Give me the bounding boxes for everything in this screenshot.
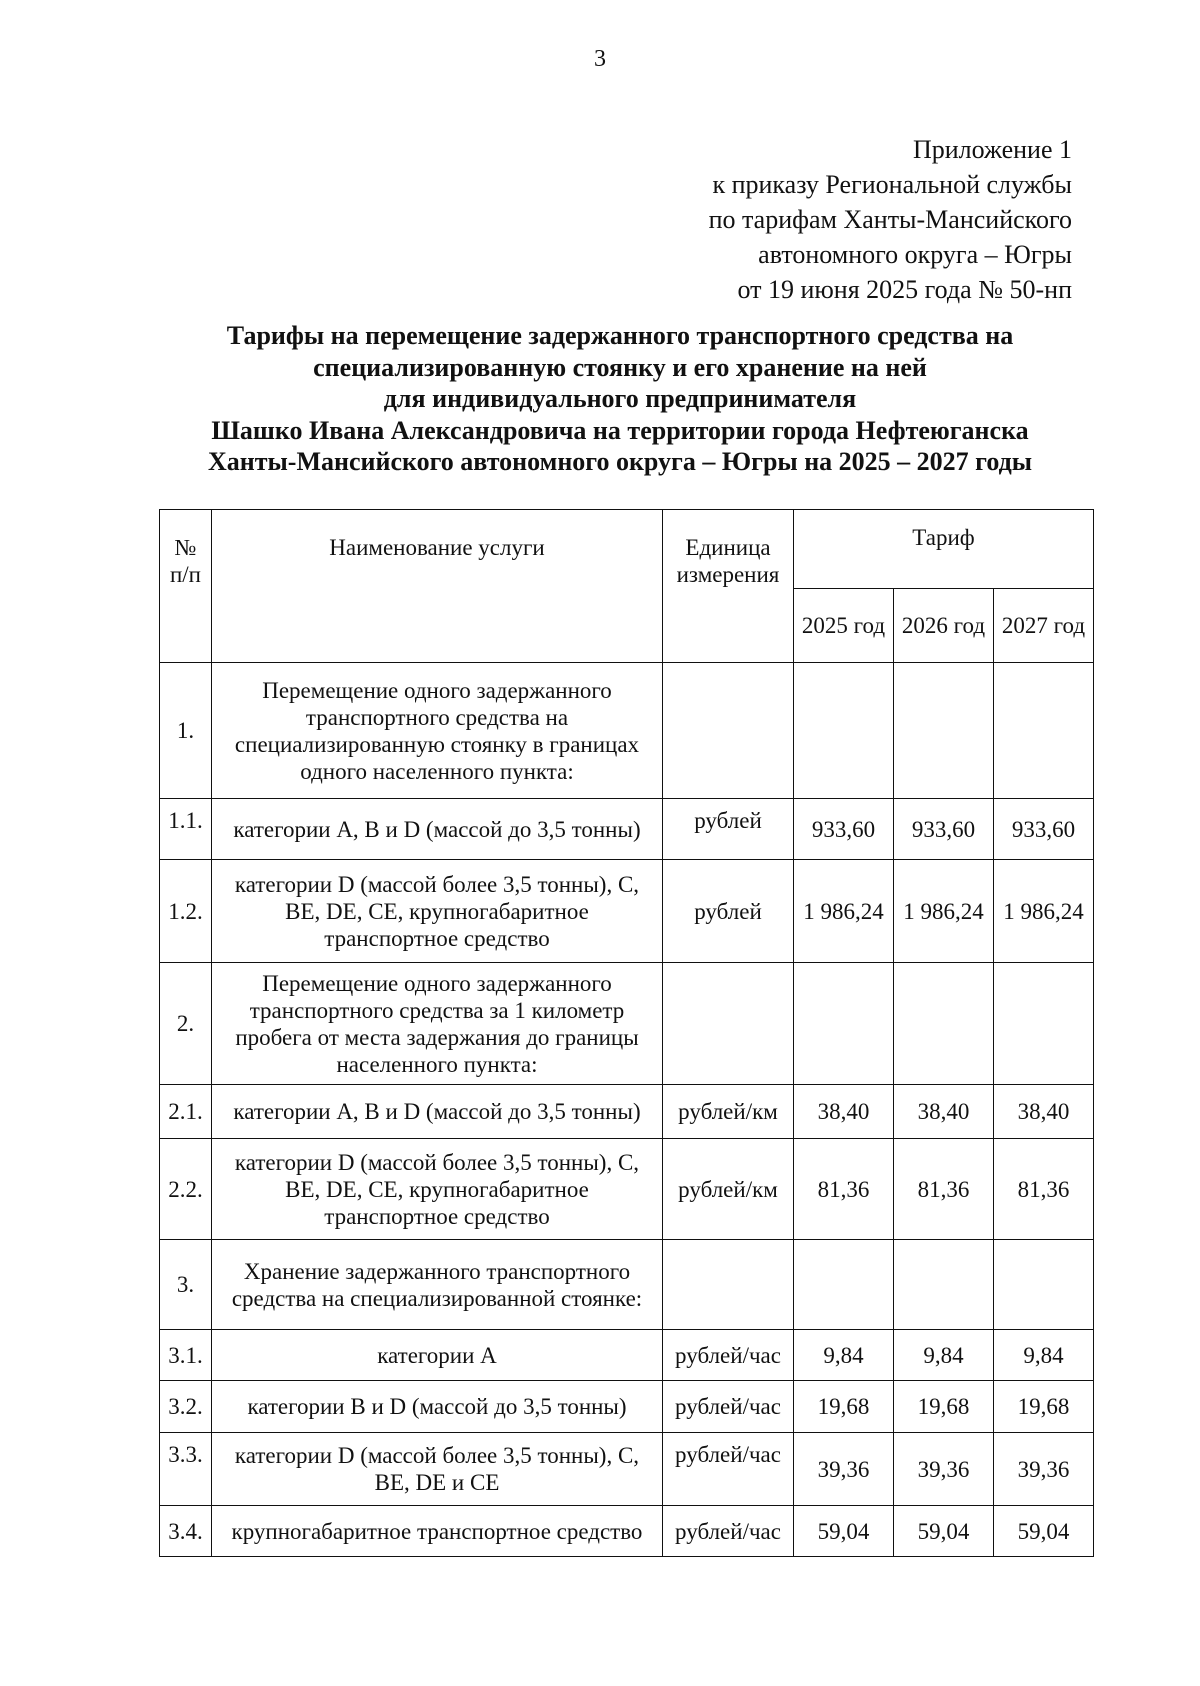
row-unit: рублей/час <box>663 1330 794 1381</box>
header-num: № п/п <box>160 510 212 663</box>
row-name: категории B и D (массой до 3,5 тонны) <box>212 1381 663 1433</box>
row-value: 933,60 <box>994 799 1094 860</box>
title-line: Ханты-Мансийского автономного округа – Югры на 2025 – 2027 годы <box>207 447 1033 476</box>
row-name: Перемещение одного задержанного транспортного средства за 1 километр пробега от места задержания до границы населенного пункта: <box>212 963 663 1085</box>
appendix-line: по тарифам Ханты-Мансийского <box>708 205 1072 234</box>
header-year: 2026 год <box>894 589 994 663</box>
row-num: 1.1. <box>160 799 212 860</box>
row-value: 9,84 <box>794 1330 894 1381</box>
document-title <box>140 320 1100 478</box>
header-unit: Единица измерения <box>663 510 794 663</box>
table-header-row <box>160 510 1094 589</box>
appendix-block <box>709 132 1072 307</box>
row-unit <box>663 1240 794 1330</box>
table-row <box>160 1381 1094 1433</box>
row-value: 9,84 <box>994 1330 1094 1381</box>
row-value <box>794 1240 894 1330</box>
row-value: 59,04 <box>994 1506 1094 1557</box>
row-unit <box>663 963 794 1085</box>
row-name: категории D (массой более 3,5 тонны), C, BE, DE и CE <box>212 1433 663 1506</box>
row-value: 38,40 <box>894 1085 994 1139</box>
row-unit: рублей <box>663 860 794 963</box>
row-unit: рублей/км <box>663 1085 794 1139</box>
row-value: 81,36 <box>794 1139 894 1240</box>
appendix-line: к приказу Региональной службы <box>712 170 1072 199</box>
row-name: категории A <box>212 1330 663 1381</box>
appendix-line: Приложение 1 <box>912 135 1072 164</box>
title-line: Тарифы на перемещение задержанного транспортного средства на <box>226 321 1014 350</box>
row-value: 81,36 <box>894 1139 994 1240</box>
appendix-line: от 19 июня 2025 года № 50-нп <box>737 275 1072 304</box>
title-line: для индивидуального предпринимателя <box>383 384 857 413</box>
row-unit: рублей/час <box>663 1381 794 1433</box>
row-value: 59,04 <box>894 1506 994 1557</box>
row-name: Перемещение одного задержанного транспортного средства на специализированную стоянку в границах одного населенного пункта: <box>212 663 663 799</box>
table-row <box>160 1139 1094 1240</box>
table-row <box>160 1433 1094 1506</box>
row-num: 3.3. <box>160 1433 212 1506</box>
row-value: 9,84 <box>894 1330 994 1381</box>
row-num: 3.4. <box>160 1506 212 1557</box>
row-value: 39,36 <box>894 1433 994 1506</box>
row-value: 38,40 <box>794 1085 894 1139</box>
row-value: 19,68 <box>794 1381 894 1433</box>
row-name: Хранение задержанного транспортного средства на специализированной стоянке: <box>212 1240 663 1330</box>
table-row <box>160 799 1094 860</box>
row-value <box>794 963 894 1085</box>
table-row <box>160 1330 1094 1381</box>
row-value: 1 986,24 <box>994 860 1094 963</box>
title-line: Шашко Ивана Александровича на территории города Нефтеюганска <box>211 415 1029 445</box>
row-value <box>994 963 1094 1085</box>
table-row <box>160 663 1094 799</box>
row-name: категории A, B и D (массой до 3,5 тонны) <box>212 1085 663 1139</box>
row-value <box>894 963 994 1085</box>
row-name: категории D (массой более 3,5 тонны), C, BE, DE, CE, крупногабаритное транспортное средство <box>212 1139 663 1240</box>
row-unit: рублей <box>663 799 794 860</box>
row-value <box>794 663 894 799</box>
row-name: крупногабаритное транспортное средство <box>212 1506 663 1557</box>
table-row <box>160 963 1094 1085</box>
table-row <box>160 1506 1094 1557</box>
row-value <box>894 1240 994 1330</box>
row-value: 1 986,24 <box>794 860 894 963</box>
row-name: категории A, B и D (массой до 3,5 тонны) <box>212 799 663 860</box>
row-num: 2.2. <box>160 1139 212 1240</box>
row-num: 3.2. <box>160 1381 212 1433</box>
row-value: 81,36 <box>994 1139 1094 1240</box>
row-value: 933,60 <box>794 799 894 860</box>
header-name: Наименование услуги <box>212 510 663 663</box>
row-value: 19,68 <box>994 1381 1094 1433</box>
page-number: 3 <box>594 46 606 72</box>
row-num: 1.2. <box>160 860 212 963</box>
row-value: 19,68 <box>894 1381 994 1433</box>
row-value <box>994 663 1094 799</box>
header-year: 2027 год <box>994 589 1094 663</box>
row-value <box>994 1240 1094 1330</box>
row-num: 3. <box>160 1240 212 1330</box>
table-row <box>160 1085 1094 1139</box>
row-num: 3.1. <box>160 1330 212 1381</box>
row-value: 38,40 <box>994 1085 1094 1139</box>
row-num: 1. <box>160 663 212 799</box>
row-value <box>894 663 994 799</box>
row-unit: рублей/час <box>663 1433 794 1506</box>
row-unit: рублей/час <box>663 1506 794 1557</box>
tariffs-table <box>159 509 1094 1557</box>
appendix-line: автономного округа – Югры <box>758 240 1072 269</box>
header-tariff: Тариф <box>794 510 1094 589</box>
row-value: 59,04 <box>794 1506 894 1557</box>
row-value: 39,36 <box>794 1433 894 1506</box>
row-value: 933,60 <box>894 799 994 860</box>
row-name: категории D (массой более 3,5 тонны), C, BE, DE, CE, крупногабаритное транспортное средство <box>212 860 663 963</box>
title-line: специализированную стоянку и его хранение на ней <box>313 352 927 382</box>
row-unit <box>663 663 794 799</box>
row-num: 2.1. <box>160 1085 212 1139</box>
row-value: 39,36 <box>994 1433 1094 1506</box>
table-row <box>160 1240 1094 1330</box>
row-unit: рублей/км <box>663 1139 794 1240</box>
row-num: 2. <box>160 963 212 1085</box>
header-year: 2025 год <box>794 589 894 663</box>
row-value: 1 986,24 <box>894 860 994 963</box>
table-row <box>160 860 1094 963</box>
